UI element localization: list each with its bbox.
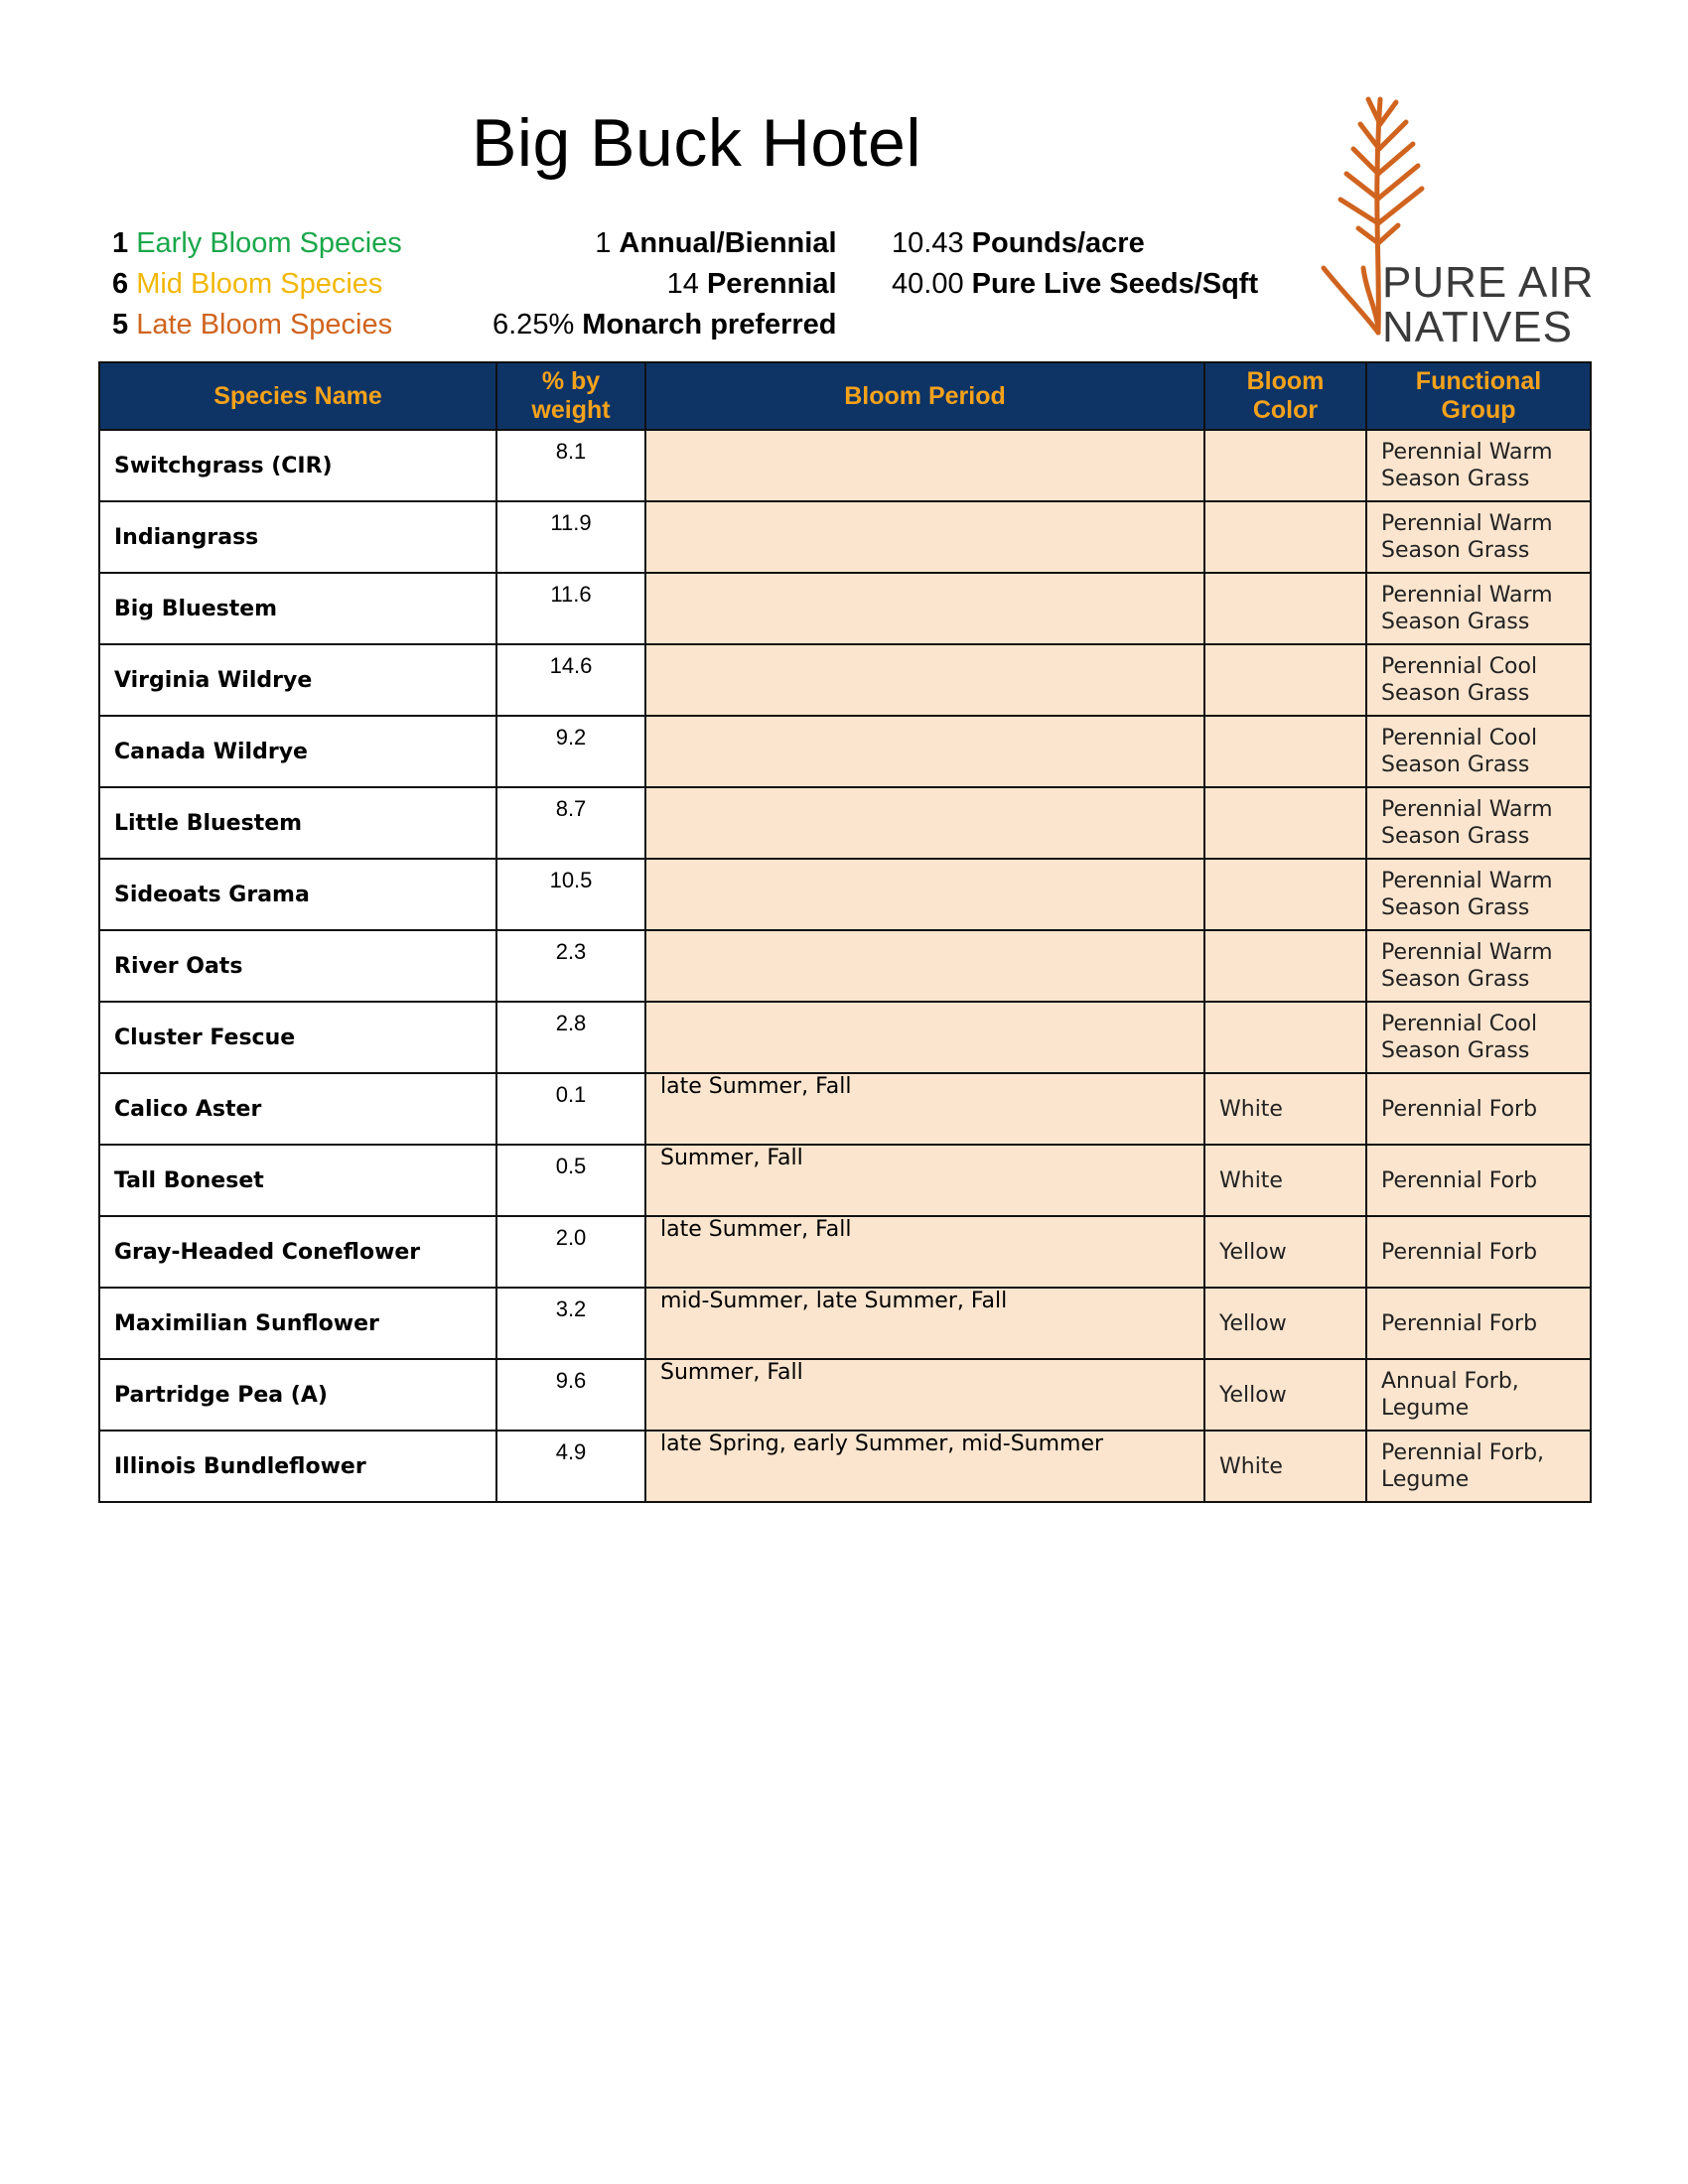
species-name: Little Bluestem — [99, 787, 496, 859]
bloom-period — [645, 430, 1204, 501]
table-row — [99, 430, 1591, 501]
bloom-color — [1204, 430, 1366, 501]
functional-group: Annual Forb, Legume — [1366, 1359, 1591, 1431]
functional-group: Perennial Cool Season Grass — [1366, 1002, 1591, 1073]
table-row — [99, 1073, 1591, 1145]
late-bloom-count: 5 Late Bloom Species — [112, 309, 393, 341]
table-header-row — [99, 362, 1591, 430]
bloom-period: late Summer, Fall — [645, 1216, 1204, 1288]
pure-live-seeds: 40.00 Pure Live Seeds/Sqft — [892, 268, 1259, 300]
species-name: Maximilian Sunflower — [99, 1288, 496, 1359]
bloom-period: Summer, Fall — [645, 1359, 1204, 1431]
table-row — [99, 1216, 1591, 1288]
col-species-name: Species Name — [99, 362, 496, 430]
percent-weight: 9.6 — [496, 1359, 645, 1431]
percent-weight: 0.5 — [496, 1145, 645, 1216]
col-bloom-color: Bloom Color — [1204, 362, 1366, 430]
page-title: Big Buck Hotel — [472, 105, 921, 181]
percent-weight: 3.2 — [496, 1288, 645, 1359]
percent-weight: 2.3 — [496, 930, 645, 1002]
species-name: Gray-Headed Coneflower — [99, 1216, 496, 1288]
bloom-period — [645, 573, 1204, 644]
species-name: Sideoats Grama — [99, 859, 496, 930]
bloom-period: late Spring, early Summer, mid-Summer — [645, 1431, 1204, 1502]
species-name: Calico Aster — [99, 1073, 496, 1145]
col-bloom-period: Bloom Period — [645, 362, 1204, 430]
table-row — [99, 644, 1591, 716]
functional-group: Perennial Cool Season Grass — [1366, 644, 1591, 716]
bloom-color: White — [1204, 1073, 1366, 1145]
bloom-color — [1204, 859, 1366, 930]
bloom-color — [1204, 787, 1366, 859]
percent-weight: 11.6 — [496, 573, 645, 644]
percent-weight: 11.9 — [496, 501, 645, 573]
bloom-period — [645, 1002, 1204, 1073]
functional-group: Perennial Warm Season Grass — [1366, 787, 1591, 859]
functional-group: Perennial Warm Season Grass — [1366, 501, 1591, 573]
table-row — [99, 930, 1591, 1002]
table-row — [99, 573, 1591, 644]
bloom-color: Yellow — [1204, 1216, 1366, 1288]
species-name: Canada Wildrye — [99, 716, 496, 787]
species-name: Cluster Fescue — [99, 1002, 496, 1073]
functional-group: Perennial Forb, Legume — [1366, 1431, 1591, 1502]
bloom-color — [1204, 501, 1366, 573]
table-row — [99, 859, 1591, 930]
bloom-period: Summer, Fall — [645, 1145, 1204, 1216]
table-row — [99, 501, 1591, 573]
percent-weight: 0.1 — [496, 1073, 645, 1145]
functional-group: Perennial Warm Season Grass — [1366, 430, 1591, 501]
bloom-period — [645, 716, 1204, 787]
monarch-preferred: 6.25% Monarch preferred — [492, 309, 837, 341]
table-row — [99, 1431, 1591, 1502]
functional-group: Perennial Forb — [1366, 1216, 1591, 1288]
bloom-period — [645, 644, 1204, 716]
percent-weight: 8.1 — [496, 430, 645, 501]
species-name: Illinois Bundleflower — [99, 1431, 496, 1502]
functional-group: Perennial Forb — [1366, 1145, 1591, 1216]
percent-weight: 2.8 — [496, 1002, 645, 1073]
table-row — [99, 1002, 1591, 1073]
species-name: River Oats — [99, 930, 496, 1002]
percent-weight: 2.0 — [496, 1216, 645, 1288]
bloom-color: Yellow — [1204, 1359, 1366, 1431]
bloom-summary — [112, 223, 402, 345]
bloom-color — [1204, 716, 1366, 787]
percent-weight: 10.5 — [496, 859, 645, 930]
table-row — [99, 1288, 1591, 1359]
bloom-color: White — [1204, 1145, 1366, 1216]
percent-weight: 14.6 — [496, 644, 645, 716]
functional-group: Perennial Warm Season Grass — [1366, 573, 1591, 644]
perennial-count: 14 Perennial — [666, 268, 837, 300]
bloom-period — [645, 930, 1204, 1002]
species-name: Indiangrass — [99, 501, 496, 573]
annual-count: 1 Annual/Biennial — [595, 227, 837, 259]
bloom-period: mid-Summer, late Summer, Fall — [645, 1288, 1204, 1359]
col-percent-weight: % by weight — [496, 362, 645, 430]
bloom-color: Yellow — [1204, 1288, 1366, 1359]
mid-bloom-count: 6 Mid Bloom Species — [112, 268, 383, 300]
table-row — [99, 1145, 1591, 1216]
bloom-period — [645, 859, 1204, 930]
species-table — [98, 361, 1592, 1503]
percent-weight: 8.7 — [496, 787, 645, 859]
pounds-per-acre: 10.43 Pounds/acre — [892, 227, 1145, 259]
functional-group: Perennial Forb — [1366, 1288, 1591, 1359]
table-row — [99, 787, 1591, 859]
species-name: Partridge Pea (A) — [99, 1359, 496, 1431]
early-bloom-count: 1 Early Bloom Species — [112, 227, 402, 259]
species-name: Switchgrass (CIR) — [99, 430, 496, 501]
functional-group: Perennial Warm Season Grass — [1366, 859, 1591, 930]
bloom-color: White — [1204, 1431, 1366, 1502]
table-row — [99, 716, 1591, 787]
percent-weight: 9.2 — [496, 716, 645, 787]
species-name: Virginia Wildrye — [99, 644, 496, 716]
functional-group: Perennial Forb — [1366, 1073, 1591, 1145]
bloom-color — [1204, 573, 1366, 644]
bloom-color — [1204, 930, 1366, 1002]
bloom-period — [645, 501, 1204, 573]
percent-weight: 4.9 — [496, 1431, 645, 1502]
species-name: Tall Boneset — [99, 1145, 496, 1216]
col-functional-group: Functional Group — [1366, 362, 1591, 430]
bloom-color — [1204, 644, 1366, 716]
functional-group: Perennial Cool Season Grass — [1366, 716, 1591, 787]
bloom-period — [645, 787, 1204, 859]
lifecycle-summary — [492, 223, 837, 345]
bloom-color — [1204, 1002, 1366, 1073]
bloom-period: late Summer, Fall — [645, 1073, 1204, 1145]
species-name: Big Bluestem — [99, 573, 496, 644]
table-row — [99, 1359, 1591, 1431]
logo-wordmark: PURE AIR NATIVES — [1382, 258, 1595, 351]
rate-summary — [892, 223, 1258, 305]
functional-group: Perennial Warm Season Grass — [1366, 930, 1591, 1002]
